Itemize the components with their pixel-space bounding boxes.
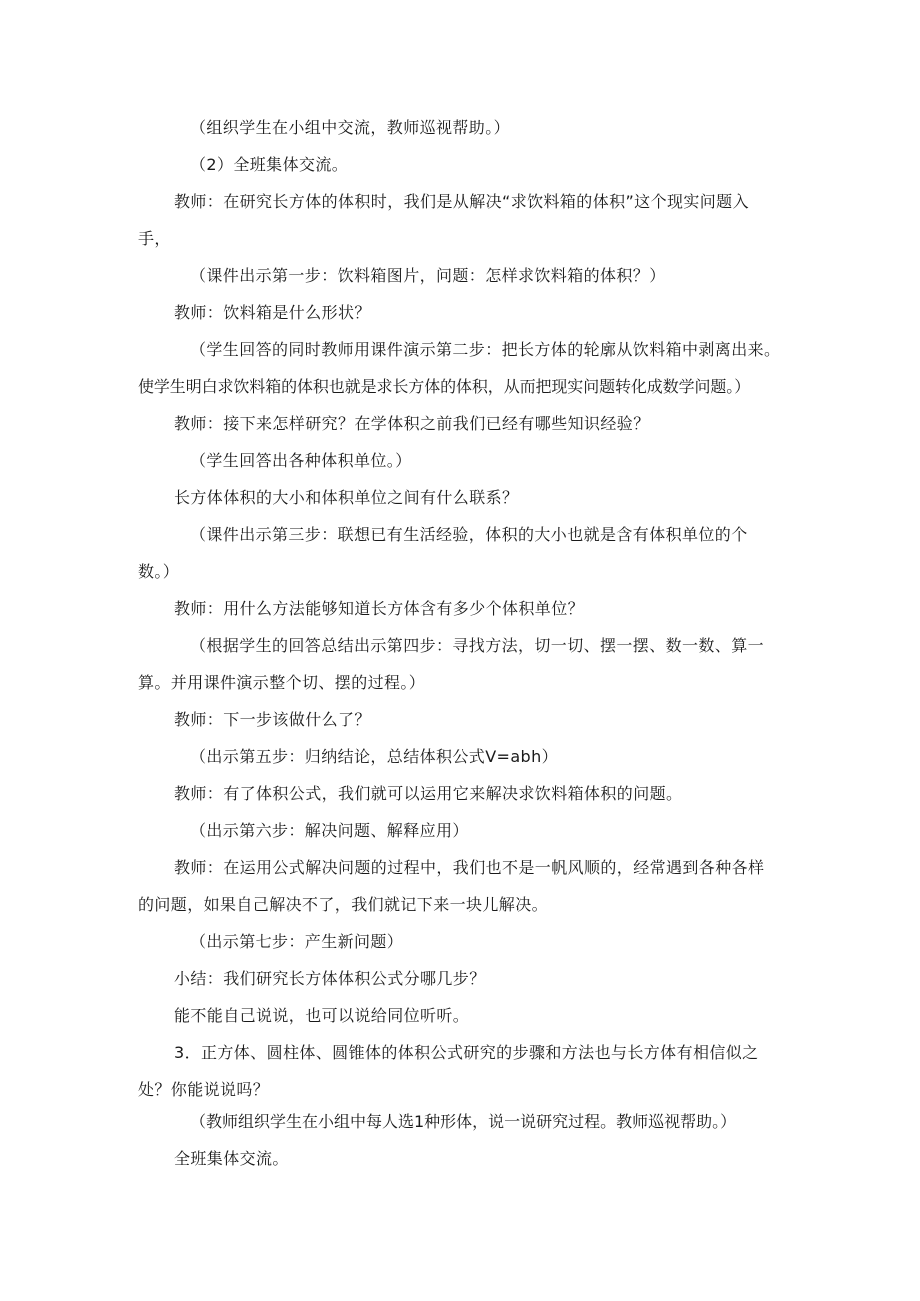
text-line: （课件出示第三步：联想已有生活经验，体积的大小也就是含有体积单位的个 <box>190 525 748 544</box>
text-line: 教师：在运用公式解决问题的过程中，我们也不是一帆风顺的，经常遇到各种各样 <box>174 858 765 877</box>
text-line: 教师：饮料箱是什么形状？ <box>174 303 371 322</box>
text-line: 使学生明白求饮料箱的体积也就是求长方体的体积，从而把现实问题转化成数学问题。） <box>138 377 751 396</box>
text-line: （出示第六步：解决问题、解释应用） <box>190 821 469 840</box>
text-line: 教师：接下来怎样研究？在学体积之前我们已经有哪些知识经验？ <box>174 414 650 433</box>
text-line: 长方体体积的大小和体积单位之间有什么联系？ <box>174 488 519 507</box>
text-line: （组织学生在小组中交流，教师巡视帮助。） <box>190 118 511 137</box>
text-line: 3．正方体、圆柱体、圆锥体的体积公式研究的步骤和方法也与长方体有相信似之 <box>174 1043 759 1062</box>
text-line: （2）全班集体交流。 <box>190 155 349 174</box>
text-line: 小结：我们研究长方体体积公式分哪几步？ <box>174 969 486 988</box>
text-line: 教师：在研究长方体的体积时，我们是从解决“求饮料箱的体积”这个现实问题入 <box>174 192 749 211</box>
text-line: （学生回答的同时教师用课件演示第二步：把长方体的轮廓从饮料箱中剥离出来。 <box>190 340 781 359</box>
text-line: 算。并用课件演示整个切、摆的过程。） <box>138 673 426 692</box>
text-line: （教师组织学生在小组中每人选1种形体，说一说研究过程。教师巡视帮助。） <box>190 1112 737 1131</box>
text-line: 能不能自己说说，也可以说给同位听听。 <box>174 1006 470 1025</box>
text-line: （根据学生的回答总结出示第四步：寻找方法，切一切、摆一摆、数一数、算一 <box>190 636 765 655</box>
text-line: （出示第五步：归纳结论，总结体积公式V=abh） <box>190 747 559 766</box>
text-line: （课件出示第一步：饮料箱图片，问题：怎样求饮料箱的体积？） <box>190 266 666 285</box>
text-line: 手， <box>138 229 171 248</box>
text-line: （学生回答出各种体积单位。） <box>190 451 412 470</box>
text-line: 数。） <box>138 562 180 581</box>
text-line: 教师：用什么方法能够知道长方体含有多少个体积单位？ <box>174 599 585 618</box>
text-line: 处？你能说说吗？ <box>138 1080 270 1099</box>
text-line: 教师：下一步该做什么了？ <box>174 710 371 729</box>
text-line: 全班集体交流。 <box>174 1149 289 1168</box>
text-line: 教师：有了体积公式，我们就可以运用它来解决求饮料箱体积的问题。 <box>174 784 683 803</box>
text-line: 的问题，如果自己解决不了，我们就记下来一块儿解决。 <box>138 895 549 914</box>
text-line: （出示第七步：产生新问题） <box>190 932 404 951</box>
